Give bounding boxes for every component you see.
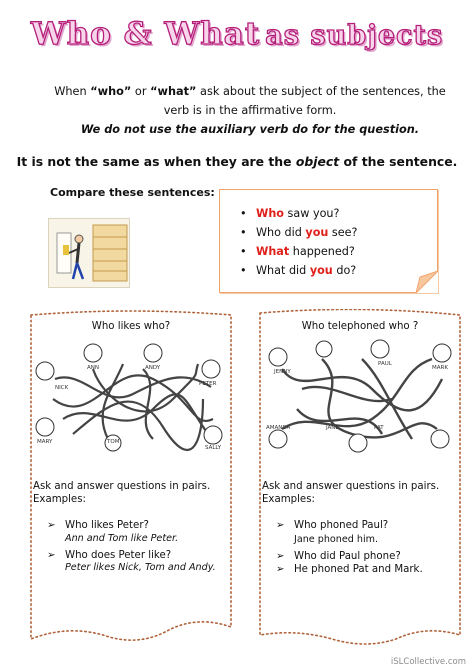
arrow-bullet-icon: ➢ [47, 520, 56, 531]
arrow-bullet-icon: ➢ [276, 520, 285, 531]
bullet: • [240, 226, 247, 239]
example-question [276, 520, 458, 533]
example-answer: Peter likes Nick, Tom and Andy. [65, 562, 216, 574]
intro-text-a: When [54, 85, 91, 98]
panel-title: Who telephoned who ? [301, 321, 419, 332]
arrow-bullet-icon: ➢ [47, 549, 56, 561]
instruction-text: Ask and answer questions in pairs. [33, 481, 211, 492]
answer-text: He phoned Pat and Mark. [294, 564, 423, 576]
comparison-item [240, 242, 437, 261]
worksheet-title [0, 16, 474, 52]
name-label: NICK [55, 385, 69, 391]
comparison-item [240, 223, 437, 242]
item-text: happened? [289, 245, 355, 258]
intro-line3: We do not use the auxiliary verb do for the question. [80, 123, 420, 136]
example-question [47, 550, 229, 563]
intro-line1 [40, 82, 460, 101]
name-label: TOM [107, 439, 120, 445]
bullet: • [240, 207, 247, 220]
page-curl-icon [416, 271, 438, 293]
intro-text [40, 82, 460, 139]
not-same-rule [0, 154, 474, 169]
arrow-bullet-icon: ➢ [276, 550, 285, 562]
intro-who: “who” [90, 85, 132, 98]
intro-or: or [131, 85, 151, 98]
comparison-item [240, 204, 437, 223]
maze-name-labels [33, 339, 229, 454]
item-text: see? [328, 226, 358, 239]
not-same-object: object [295, 154, 340, 169]
name-label: JENNY [274, 369, 291, 375]
name-label: SALLY [205, 445, 222, 451]
maze-name-labels [262, 339, 458, 454]
question-text: Who did Paul phone? [294, 550, 401, 562]
not-same-before: It is not the same as when they are the [16, 154, 296, 169]
panel-who-telephoned-who [256, 309, 464, 655]
not-same-after: of the sentence. [339, 154, 458, 169]
question-text: Who phoned Paul? [294, 520, 389, 531]
name-label: PAUL [378, 361, 392, 367]
name-label: ANDY [145, 365, 161, 371]
item-text: What did [256, 264, 310, 277]
item-text: do? [332, 264, 357, 277]
example-answer: Jane phoned him. [294, 533, 379, 545]
item-text: Who did [256, 226, 306, 239]
intro-text-b: ask about the subject of the sentences, the [196, 85, 446, 98]
example-question [276, 551, 458, 564]
bullet: • [240, 264, 247, 277]
instruction-text: Ask and answer questions in pairs. [262, 481, 440, 492]
name-label: AMANDA [266, 425, 291, 431]
panel-title: Who likes who? [91, 321, 171, 332]
red-word: you [305, 226, 329, 239]
compare-label: Compare these sentences: [50, 186, 215, 199]
panel-who-likes-who [27, 309, 235, 655]
red-word: What [256, 245, 290, 258]
footer-watermark: iSLCollective.com [390, 657, 466, 667]
question-text: Who does Peter like? [65, 549, 172, 561]
name-label: JANE [326, 425, 339, 431]
example-question [47, 520, 229, 533]
examples-label: Examples: [33, 493, 86, 505]
name-label: ANN [87, 365, 99, 371]
name-label: PAT [374, 425, 384, 431]
name-label: PETER [199, 381, 217, 387]
title-part1: Who & What [30, 16, 261, 52]
bullet: • [240, 245, 247, 258]
example-answer: Ann and Tom like Peter. [65, 532, 179, 544]
panel-instructions [33, 481, 229, 579]
name-label: MARK [432, 365, 448, 371]
comparison-note-card [219, 189, 438, 293]
comparison-list [220, 190, 437, 280]
example-list [33, 520, 229, 575]
item-text: saw you? [284, 207, 340, 220]
name-label: MARY [37, 439, 53, 445]
intro-line2: verb is in the affirmative form. [163, 104, 337, 117]
question-text: Who likes Peter? [65, 520, 149, 531]
comparison-item [240, 261, 437, 280]
illustration-person-at-bookshelf [48, 218, 130, 288]
panel-instructions [262, 481, 458, 578]
red-word: Who [256, 207, 284, 220]
red-word: you [309, 264, 333, 277]
title-part2: as subjects [265, 20, 444, 51]
examples-label: Examples: [262, 493, 315, 505]
intro-what: “what” [150, 85, 197, 98]
example-list [262, 520, 458, 577]
arrow-bullet-icon: ➢ [276, 564, 285, 576]
example-answer [276, 564, 458, 577]
